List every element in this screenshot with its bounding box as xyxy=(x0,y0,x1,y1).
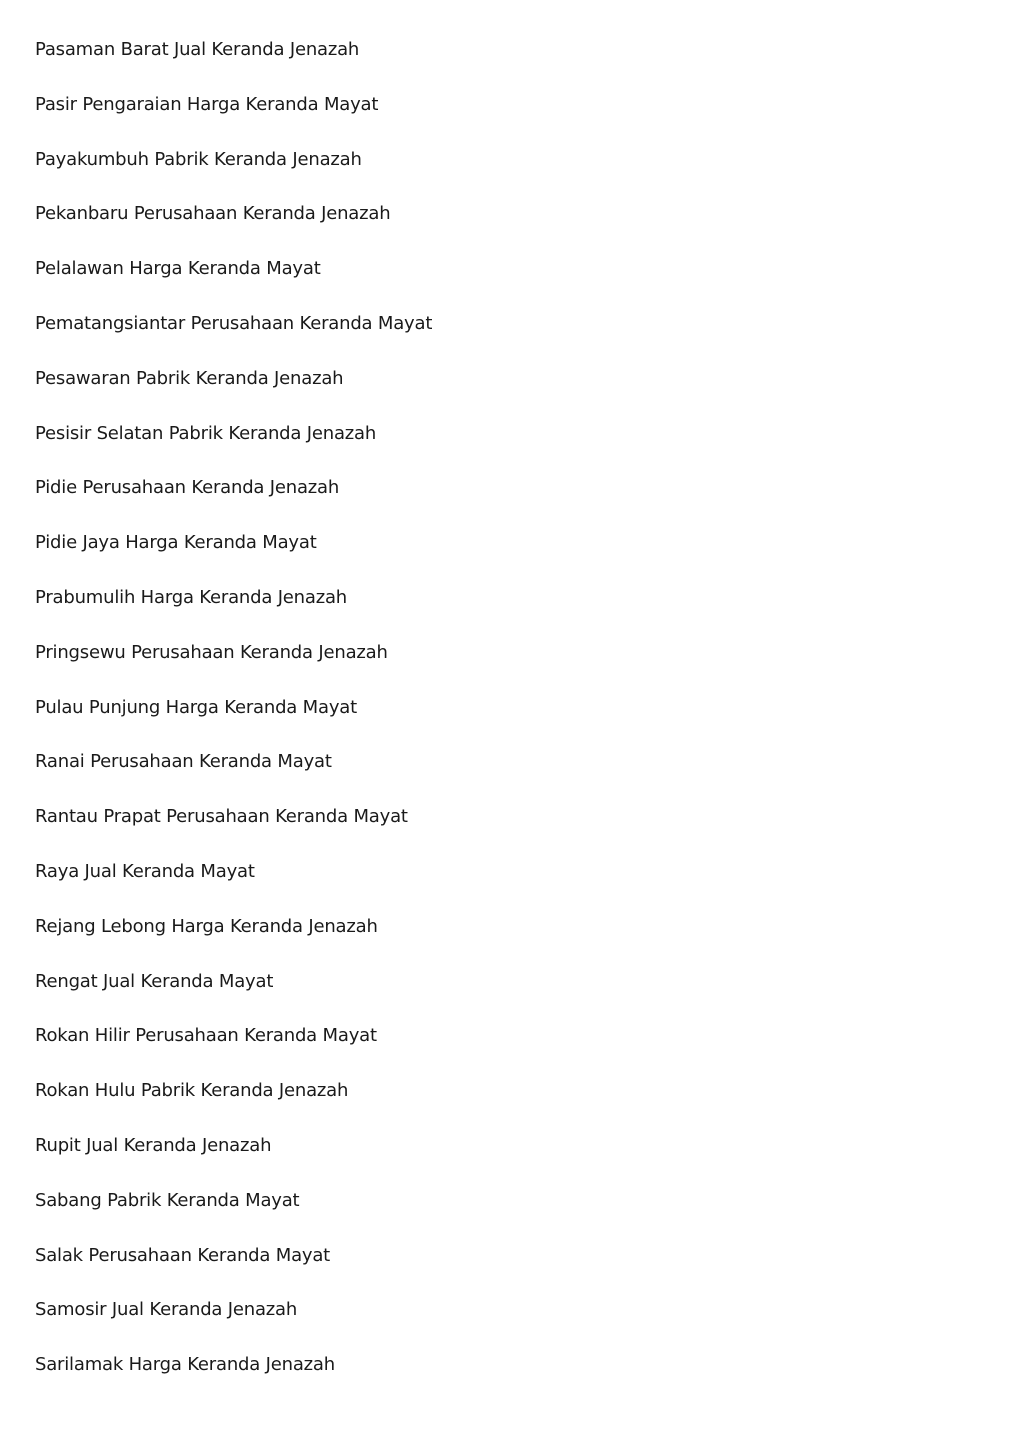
list-item: Payakumbuh Pabrik Keranda Jenazah xyxy=(35,148,362,170)
list-item: Sabang Pabrik Keranda Mayat xyxy=(35,1189,300,1211)
list-item: Pelalawan Harga Keranda Mayat xyxy=(35,258,321,280)
list-item: Pesisir Selatan Pabrik Keranda Jenazah xyxy=(35,422,377,444)
list-item: Rokan Hilir Perusahaan Keranda Mayat xyxy=(35,1025,377,1047)
list-item: Samosir Jual Keranda Jenazah xyxy=(35,1299,298,1321)
list-item: Pasaman Barat Jual Keranda Jenazah xyxy=(35,39,360,60)
list-item: Rokan Hulu Pabrik Keranda Jenazah xyxy=(35,1080,349,1102)
list-item: Rantau Prapat Perusahaan Keranda Mayat xyxy=(35,806,408,828)
list-item: Pasir Pengaraian Harga Keranda Mayat xyxy=(35,93,379,115)
list-item: Pekanbaru Perusahaan Keranda Jenazah xyxy=(35,203,391,225)
entry-list xyxy=(35,36,432,1406)
list-item: Sarilamak Harga Keranda Jenazah xyxy=(35,1354,335,1376)
list-item: Pematangsiantar Perusahaan Keranda Mayat xyxy=(35,312,433,334)
list-item: Ranai Perusahaan Keranda Mayat xyxy=(35,751,332,773)
list-item: Pidie Perusahaan Keranda Jenazah xyxy=(35,477,340,499)
list-item: Raya Jual Keranda Mayat xyxy=(35,860,255,882)
list-item: Pulau Punjung Harga Keranda Mayat xyxy=(35,696,357,718)
list-item: Salak Perusahaan Keranda Mayat xyxy=(35,1244,331,1266)
list-item: Pringsewu Perusahaan Keranda Jenazah xyxy=(35,641,388,663)
list-item: Rejang Lebong Harga Keranda Jenazah xyxy=(35,915,378,937)
list-item: Rengat Jual Keranda Mayat xyxy=(35,970,274,992)
list-item: Rupit Jual Keranda Jenazah xyxy=(35,1134,272,1156)
list-item: Pesawaran Pabrik Keranda Jenazah xyxy=(35,367,344,389)
list-item: Pidie Jaya Harga Keranda Mayat xyxy=(35,532,317,554)
list-item: Prabumulih Harga Keranda Jenazah xyxy=(35,586,348,608)
